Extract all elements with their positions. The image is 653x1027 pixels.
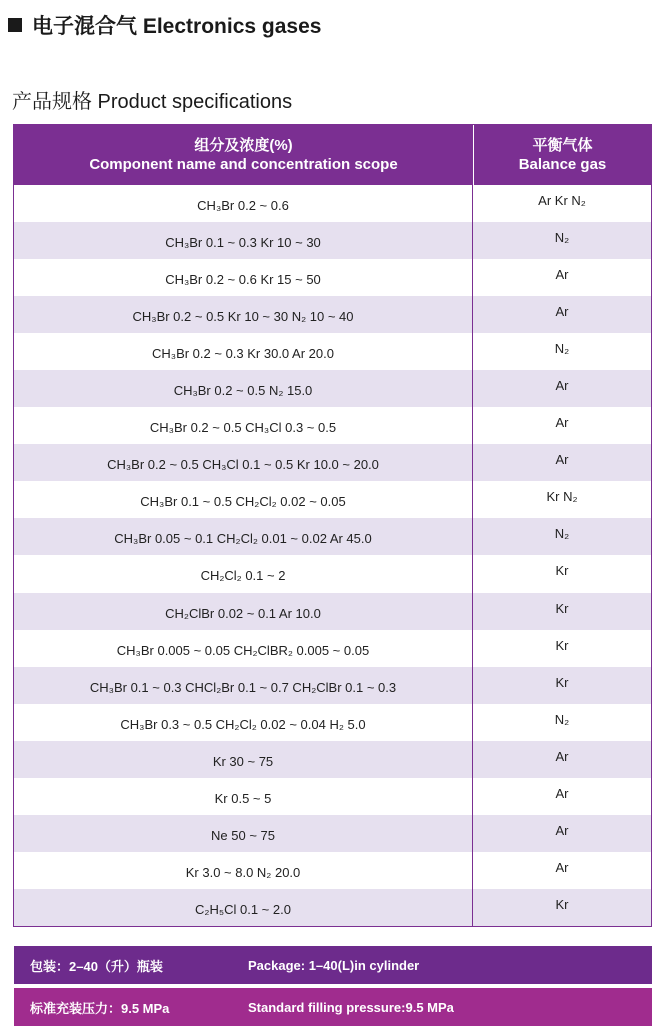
component-cell: CH₃Br 0.2 ~ 0.5 Kr 10 ~ 30 N₂ 10 ~ 40 xyxy=(14,296,473,333)
component-cell: CH₃Br 0.1 ~ 0.3 Kr 10 ~ 30 xyxy=(14,222,473,259)
table-row xyxy=(14,518,651,555)
component-cell: Kr 3.0 ~ 8.0 N₂ 20.0 xyxy=(14,852,473,889)
table-row xyxy=(14,630,651,667)
balance-cell: Ar xyxy=(555,415,569,431)
table-row xyxy=(14,593,651,630)
header-balance-en: Balance gas xyxy=(518,156,607,173)
balance-cell: Ar xyxy=(555,378,569,394)
table-body xyxy=(14,185,651,926)
table-row xyxy=(14,333,651,370)
component-cell: CH₃Br 0.2 ~ 0.3 Kr 30.0 Ar 20.0 xyxy=(14,333,473,370)
table-row xyxy=(14,555,651,592)
component-cell: Kr 30 ~ 75 xyxy=(14,741,473,778)
balance-cell: Ar xyxy=(555,304,569,320)
table-row xyxy=(14,259,651,296)
page-title-text: 电子混合气 Electronics gases xyxy=(32,15,322,38)
balance-cell: Kr xyxy=(555,896,569,912)
table-row xyxy=(14,296,651,333)
component-cell: Kr 0.5 ~ 5 xyxy=(14,778,473,815)
component-cell: CH₃Br 0.1 ~ 0.3 CHCl₂Br 0.1 ~ 0.7 CH₂ClBr 0.1 ~ 0.3 xyxy=(14,667,473,704)
balance-cell: Ar xyxy=(555,748,569,764)
header-component-cn: 组分及浓度(%) xyxy=(194,137,293,154)
balance-cell: Ar xyxy=(555,859,569,875)
component-cell: CH₂Cl₂ 0.1 ~ 2 xyxy=(14,555,473,592)
balance-cell: N₂ xyxy=(554,341,570,357)
table-row xyxy=(14,815,651,852)
balance-cell: Kr xyxy=(555,600,569,616)
balance-cell: N₂ xyxy=(554,526,570,542)
table-row xyxy=(14,185,651,222)
table-row xyxy=(14,444,651,481)
table-row xyxy=(14,778,651,815)
balance-cell: Ar Kr N₂ xyxy=(538,193,586,208)
balance-cell: Kr N₂ xyxy=(546,489,578,505)
table-row xyxy=(14,852,651,889)
component-cell: CH₃Br 0.3 ~ 0.5 CH₂Cl₂ 0.02 ~ 0.04 H₂ 5.0 xyxy=(14,704,473,741)
balance-cell: N₂ xyxy=(554,711,570,727)
table-row xyxy=(14,481,651,518)
component-cell: C₂H₅Cl 0.1 ~ 2.0 xyxy=(14,889,473,926)
square-bullet-icon xyxy=(8,18,22,32)
header-component-en: Component name and concentration scope xyxy=(89,156,398,173)
table-row xyxy=(14,741,651,778)
section-subtitle: 产品规格 Product specifications xyxy=(12,91,293,113)
balance-cell: N₂ xyxy=(554,230,570,246)
component-cell: CH₃Br 0.2 ~ 0.5 CH₃Cl 0.1 ~ 0.5 Kr 10.0 ~ 20.0 xyxy=(14,444,473,481)
component-cell: CH₂ClBr 0.02 ~ 0.1 Ar 10.0 xyxy=(14,593,473,630)
spec-table xyxy=(13,124,652,927)
balance-cell: Ar xyxy=(555,785,569,801)
balance-cell: Kr xyxy=(555,563,569,579)
balance-cell: Kr xyxy=(555,674,569,690)
component-cell: CH₃Br 0.2 ~ 0.6 Kr 15 ~ 50 xyxy=(14,259,473,296)
component-cell: CH₃Br 0.2 ~ 0.5 CH₃Cl 0.3 ~ 0.5 xyxy=(14,407,473,444)
balance-cell: Ar xyxy=(555,822,569,838)
package-bar xyxy=(14,946,652,984)
header-component xyxy=(14,125,474,185)
table-row xyxy=(14,370,651,407)
component-cell: CH₃Br 0.1 ~ 0.5 CH₂Cl₂ 0.02 ~ 0.05 xyxy=(14,481,473,518)
table-row xyxy=(14,704,651,741)
table-row xyxy=(14,889,651,926)
package-en: Package: 1–40(L)in cylinder xyxy=(248,957,420,973)
pressure-bar xyxy=(14,988,652,1026)
table-header xyxy=(14,125,651,185)
component-cell: CH₃Br 0.005 ~ 0.05 CH₂ClBR₂ 0.005 ~ 0.05 xyxy=(14,630,473,667)
header-balance-cn: 平衡气体 xyxy=(532,137,593,154)
table-row xyxy=(14,222,651,259)
balance-cell: Ar xyxy=(555,267,569,283)
component-cell: Ne 50 ~ 75 xyxy=(14,815,473,852)
balance-cell: Ar xyxy=(555,452,569,468)
balance-cell: Kr xyxy=(555,637,569,653)
pressure-en: Standard filling pressure:9.5 MPa xyxy=(248,999,454,1015)
pressure-cn: 标准充装压力：9.5 MPa xyxy=(30,1000,170,1016)
package-cn: 包装：2–40（升）瓶装 xyxy=(30,958,163,974)
component-cell: CH₃Br 0.05 ~ 0.1 CH₂Cl₂ 0.01 ~ 0.02 Ar 45.0 xyxy=(14,518,473,555)
table-row xyxy=(14,667,651,704)
component-cell: CH₃Br 0.2 ~ 0.5 N₂ 15.0 xyxy=(14,370,473,407)
component-cell: CH₃Br 0.2 ~ 0.6 xyxy=(14,185,473,222)
page-title xyxy=(8,10,321,40)
table-row xyxy=(14,407,651,444)
header-balance xyxy=(474,125,651,185)
